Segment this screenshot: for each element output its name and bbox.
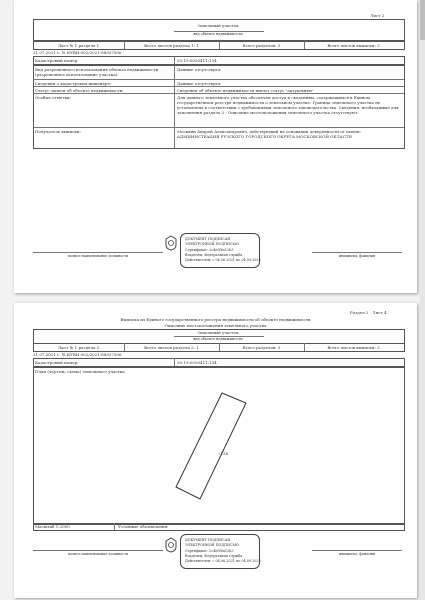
stamp-line: ЭЛЕКТРОННОЙ ПОДПИСЬЮ xyxy=(185,543,239,547)
sheet-label: Раздел 2 · Лист 4 xyxy=(350,310,387,315)
cadastral-value: 50:19:0050411:134 xyxy=(177,360,217,365)
cell-divider xyxy=(174,65,175,148)
emblem-icon xyxy=(164,235,178,255)
sheet-number: Лист № 1 раздела 3 xyxy=(57,345,100,350)
cell-divider xyxy=(174,56,175,64)
signature-left-caption: полное наименование должности xyxy=(67,552,129,556)
header-title: Земельный участок xyxy=(197,330,239,335)
total-sections: Всего разделов: 3 xyxy=(242,43,281,48)
date-number: 21.07.2021 г. № КУВИ-002/2021-88937506 xyxy=(33,50,122,55)
header-title: Земельный участок xyxy=(197,23,239,28)
signature-right-caption: инициалы, фамилия xyxy=(338,254,376,258)
stamp-line: Владелец: Федеральная служба xyxy=(185,253,243,257)
signature-line xyxy=(312,550,402,551)
date-number: 21.07.2021 г. № КУВИ-002/2021-88937506 xyxy=(33,352,122,357)
row-divider xyxy=(33,79,404,80)
parcel-drawing xyxy=(164,391,264,503)
document-page-1 xyxy=(14,0,417,293)
legend-label: Условные обозначения: xyxy=(118,524,169,529)
table-row-label: Сведения о кадастровом инженере: xyxy=(35,81,112,86)
intro-line-1: Выписка из Единого государственного реестра недвижимости об объекте недвижимости xyxy=(120,317,311,322)
table-row-label: Особые отметки: xyxy=(35,95,71,100)
signature-left-caption: полное наименование должности xyxy=(67,254,129,258)
sheet-label: Лист 2 xyxy=(370,13,385,18)
table-row-value: Сведения об объекте недвижимости имеют статус "актуальные" xyxy=(177,88,314,93)
cadastral-label: Кадастровый номер: xyxy=(35,360,79,365)
cadastral-label: Кадастровый номер: xyxy=(35,58,79,63)
table-row-label: Вид разрешенного использования объекта недвижимости (разрешенное использование участка): xyxy=(35,67,159,77)
parcel-label: :134 xyxy=(219,451,228,456)
stamp-line: ДОКУМЕНТ ПОДПИСАН xyxy=(185,538,231,542)
stamp-line: ЭЛЕКТРОННОЙ ПОДПИСЬЮ xyxy=(185,242,239,246)
signature-right-caption: инициалы, фамилия xyxy=(338,552,376,556)
stamp-line: Сертификат: 2c4e0f6a12b3 xyxy=(185,248,234,252)
row-divider xyxy=(33,93,404,94)
total-sections: Всего разделов: 3 xyxy=(242,345,281,350)
intro-line-2: Описание местоположения земельного участка xyxy=(164,323,267,328)
table-row-value: Для данного земельного участка обеспечен доступ к сведениям, содержащимся в Едином государственном реестре недвижимости о земельном участке. Граница земельного участка не установлена в соответствии с требованиями земельного законодательства. Сведения, необходимые для заполнения раздела 3 - Описание местоположения земельного участка отсутствуют. xyxy=(177,95,399,115)
stamp-line: ДОКУМЕНТ ПОДПИСАН xyxy=(185,237,231,241)
vertical-scrollbar[interactable] xyxy=(420,0,425,600)
document-page-2 xyxy=(14,303,417,598)
parcel-boundary xyxy=(176,393,246,499)
signature-line xyxy=(312,252,402,253)
stamp-line: Сертификат: 2c4e0f6a12b3 xyxy=(185,549,234,553)
total-sheets: Всего листов выписки: 3 xyxy=(327,43,380,48)
header-subtitle: вид объекта недвижимости xyxy=(193,32,243,36)
stamp-line: Действителен: с 04.06.2021 по 04.09.2022 xyxy=(185,559,261,563)
emblem-icon xyxy=(164,537,178,557)
row-divider xyxy=(33,86,404,87)
row-divider xyxy=(33,127,404,128)
cadastral-value: 50:19:0050411:134 xyxy=(177,58,217,63)
scrollbar-thumb[interactable] xyxy=(420,0,425,40)
signature-line xyxy=(33,550,163,551)
cadastral-row xyxy=(33,56,405,65)
cell-divider xyxy=(174,358,175,366)
table-row-label: Статус записи об объекте недвижимости: xyxy=(35,88,124,93)
stamp-line: Владелец: Федеральная служба xyxy=(185,554,243,558)
section-sheets: Всего листов раздела 1: 1 xyxy=(144,43,199,48)
total-sheets: Всего листов выписки: 3 xyxy=(327,345,380,350)
table-row-value: Москвин Андрей Александрович, действующий на основании доверенности от имени: АДМИНИСТРАЦИЯ РУЗСКОГО ГОРОДСКОГО ОКРУГА МОСКОВСКОЙ ОБЛАСТИ xyxy=(177,129,361,139)
table-row-value: Данные отсутствуют xyxy=(177,67,221,72)
stamp-line: Действителен: с 04.06.2021 по 04.09.2022 xyxy=(185,258,261,262)
scale-label: Масштаб 1:2000 xyxy=(35,524,70,529)
cell-divider xyxy=(114,523,115,530)
section-sheets: Всего листов раздела 3: 1 xyxy=(144,345,199,350)
header-subtitle: вид объекта недвижимости xyxy=(193,337,243,341)
scale-row xyxy=(33,523,405,531)
cadastral-row xyxy=(33,358,405,367)
plan-title: План (чертеж, схема) земельного участка xyxy=(35,369,125,374)
sheet-number: Лист № 1 раздела 1 xyxy=(57,43,100,48)
table-row-value: Данные отсутствуют xyxy=(177,81,221,86)
table-row-label: Получатель выписки: xyxy=(35,129,81,134)
signature-line xyxy=(33,252,163,253)
